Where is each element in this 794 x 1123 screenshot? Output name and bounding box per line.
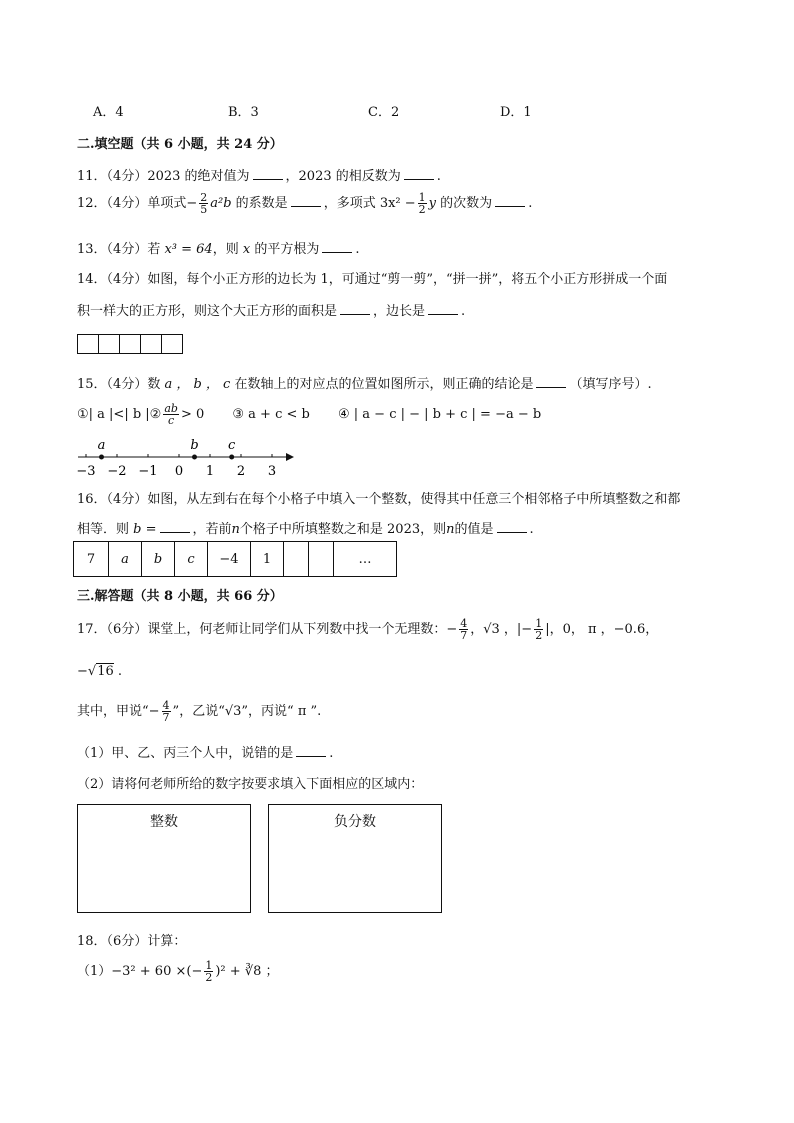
option-a: A．4 (93, 105, 124, 120)
number-grid (73, 541, 397, 577)
answer-blank (296, 744, 326, 757)
grid-cell: a (109, 542, 142, 577)
grid-cell (309, 542, 334, 577)
grid-cell: 1 (251, 542, 284, 577)
grid-cell: −4 (208, 542, 251, 577)
point-b (192, 455, 197, 460)
option-d: D．1 (500, 105, 532, 120)
grid-cell: … (334, 542, 397, 577)
negative-fraction-box: 负分数 (268, 804, 442, 913)
option-c: C．2 (368, 105, 400, 120)
question-12: 12．（4分）单项式− $\frac{2}{5}$ a²b 的系数是 ，多项式 3x² − $\frac{1}{2}$ y 的次数为 . (77, 191, 533, 216)
fraction: $\frac{ab}{c}$ (164, 402, 178, 427)
answer-blank (291, 194, 321, 207)
question-17-part1: （1）甲、乙、丙三个人中，说错的是 . (77, 746, 334, 761)
five-squares-figure (77, 334, 183, 354)
answer-blank (536, 375, 566, 388)
option-b: B．3 (228, 105, 259, 120)
point-c (229, 455, 234, 460)
axis-tick-label: 0 (174, 464, 184, 477)
fraction: $\frac{2}{5}$ (200, 191, 208, 216)
integer-box: 整数 (77, 804, 251, 913)
axis-tick-label: −1 (138, 464, 158, 477)
question-16-line2: 相等．则 b = ，若前n个格子中所填整数之和是 2023，则n的值是 . (77, 522, 534, 537)
grid-cell: 7 (74, 542, 109, 577)
axis-tick-label: 2 (236, 464, 246, 477)
answer-blank (428, 302, 458, 315)
point-a (99, 455, 104, 460)
point-label: b (190, 438, 199, 453)
axis-tick-label: 1 (205, 464, 215, 477)
fraction: $\frac{1}{2}$ (205, 959, 213, 984)
axis-tick-label: −3 (76, 464, 96, 477)
point-label: a (97, 438, 106, 453)
point-label: c (228, 438, 236, 453)
fraction: $\frac{1}{2}$ (535, 617, 543, 642)
answer-blank (160, 520, 190, 533)
fraction: $\frac{1}{2}$ (418, 191, 426, 216)
answer-blank (497, 520, 527, 533)
fraction: $\frac{4}{7}$ (162, 699, 170, 724)
arrow-icon (286, 453, 294, 461)
question-17-part2: （2）请将何老师所给的数字按要求填入下面相应的区域内： (77, 777, 424, 792)
grid-cell (284, 542, 309, 577)
question-15: 15．（4分）数 a ， b ， c 在数轴上的对应点的位置如图所示，则正确的结论是 （填写序号）. (77, 377, 652, 392)
question-14-line2: 积一样大的正方形，则这个大正方形的面积是 ，边长是 . (77, 304, 466, 319)
question-16-line1: 16．（4分）如图，从左到右在每个小格子中填入一个整数，使得其中任意三个相邻格子中所填整数之和都 (77, 492, 681, 507)
answer-blank (340, 302, 370, 315)
section-heading-solve: 三.解答题（共 8 小题，共 66 分） (77, 589, 283, 604)
fraction: $\frac{4}{7}$ (460, 617, 468, 642)
question-17-line1: 17．（6分）课堂上，何老师让同学们从下列数中找一个无理数：− $\frac{4}{7}$ ，√3 ，|− $\frac{1}{2}$ |，0， π ，−0.6， (77, 617, 659, 642)
answer-blank (495, 194, 525, 207)
question-18-title: 18．（6分）计算： (77, 934, 187, 949)
answer-blank (404, 167, 434, 180)
question-11: 11．（4分）2023 的绝对值为 ，2023 的相反数为 . (77, 169, 441, 184)
answer-blank (322, 240, 352, 253)
grid-cell: b (142, 542, 175, 577)
answer-blank (253, 167, 283, 180)
question-17-line2: −√16 . (77, 664, 123, 679)
axis-tick-label: 3 (267, 464, 277, 477)
section-heading-fill: 二.填空题（共 6 小题，共 24 分） (77, 137, 283, 152)
question-18-part1: （1）−3² + 60 ×(− $\frac{1}{2}$ )² + ∛8 ； (77, 959, 279, 984)
grid-cell: c (175, 542, 208, 577)
question-13: 13．（4分）若 x³ = 64，则 x 的平方根为 . (77, 242, 360, 257)
question-17-line3: 其中，甲说“− $\frac{4}{7}$ ”，乙说“√3”，丙说“ π ”. (77, 699, 322, 724)
number-line (74, 437, 296, 477)
axis-tick-label: −2 (107, 464, 127, 477)
question-15-choices: ①| a |<| b |② $\frac{ab}{c}$ > 0 ③ a + c < b ④ | a − c | − | b + c | = −a − b (77, 402, 542, 427)
question-14-line1: 14．（4分）如图，每个小正方形的边长为 1，可通过“剪一剪”，“拼一拼”，将五个小正方形拼成一个面 (77, 272, 668, 287)
